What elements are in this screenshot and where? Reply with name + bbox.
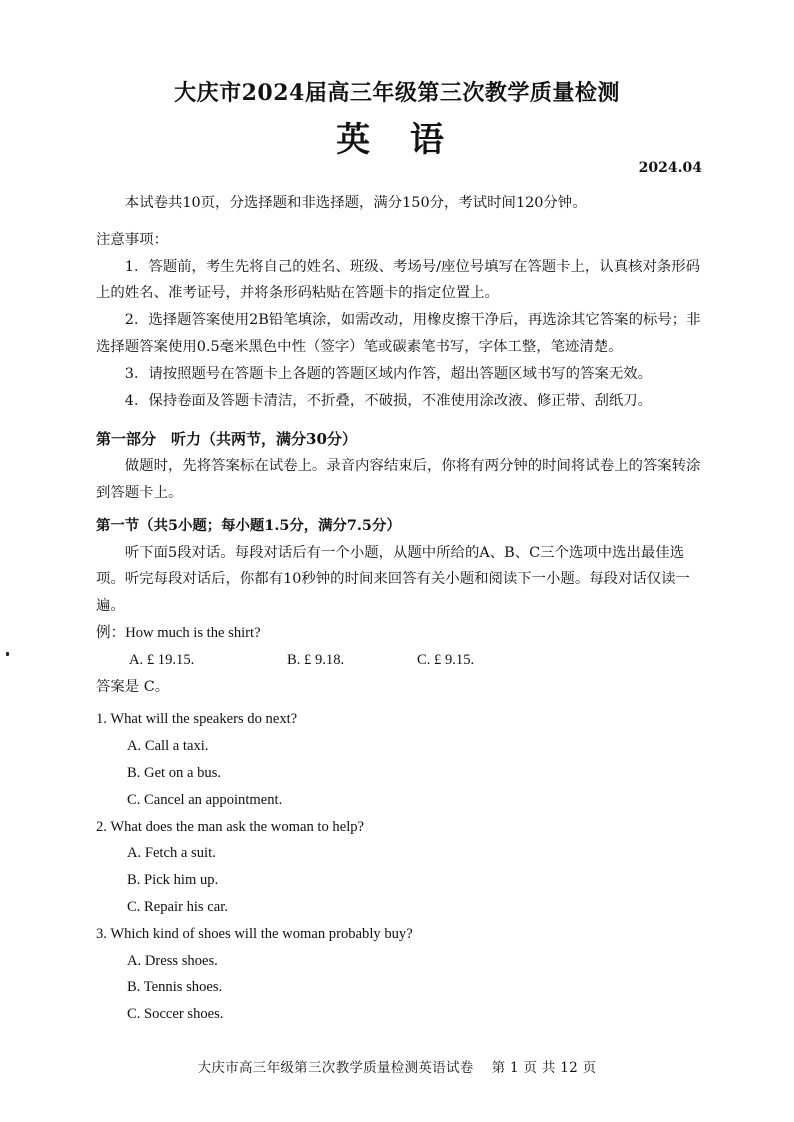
example-answer: 答案是 C。 — [96, 678, 170, 695]
question-option: B. Tennis shoes. — [127, 979, 223, 996]
question-option: A. Fetch a suit. — [127, 845, 216, 862]
exam-date: 2024.04 — [638, 160, 702, 176]
note-item: 1．答题前，考生先将自己的姓名、班级、考场号/座位号填写在答题卡上，认真核对条形码上的姓名、准考证号，并将条形码粘贴在答题卡的指定位置上。 — [96, 258, 701, 302]
question-stem: 2. What does the man ask the woman to help? — [96, 818, 365, 835]
question-option: B. Get on a bus. — [127, 764, 222, 781]
note-item: 2．选择题答案使用2B铅笔填涂，如需改动，用橡皮擦干净后，再选涂其它答案的标号；非选择题答案使用0.5毫米黑色中性（签字）笔或碳素笔书写，字体工整，笔迹清楚。 — [96, 312, 701, 355]
question-stem: 1. What will the speakers do next? — [96, 711, 298, 728]
subject-title: 英 语 — [336, 120, 458, 160]
example-option-c: C. £ 9.15. — [417, 651, 475, 668]
question-option: B. Pick him up. — [127, 872, 219, 889]
footer-title: 大庆市高三年级第三次教学质量检测英语试卷 — [197, 1060, 474, 1076]
example-option-b: B. £ 9.18. — [287, 651, 345, 668]
intro-text: 本试卷共10页，分选择题和非选择题，满分150分，考试时间120分钟。 — [124, 195, 587, 211]
page-body — [96, 190, 706, 1028]
question-option: C. Cancel an appointment. — [127, 791, 283, 808]
question-option: C. Repair his car. — [127, 898, 228, 915]
section1-heading: 第一节（共5小题；每小题1.5分，满分7.5分） — [96, 516, 401, 534]
question-stem: 3. Which kind of shoes will the woman probably buy? — [96, 925, 413, 942]
note-item: 3．请按照题号在答题卡上各题的答题区域内作答，超出答题区域书写的答案无效。 — [124, 365, 653, 382]
note-item: 4．保持卷面及答题卡清洁，不折叠，不破损，不准使用涂改液、修正带、刮纸刀。 — [124, 392, 653, 409]
page-footer — [0, 1056, 794, 1076]
scan-speck — [6, 652, 9, 656]
example-option-a: A. £ 19.15. — [129, 651, 195, 668]
part1-heading: 第一部分 听力（共两节，满分30分） — [96, 430, 357, 449]
example-question: 例：How much is the shirt? — [96, 624, 261, 641]
question-option: A. Call a taxi. — [127, 738, 209, 755]
question-option: C. Soccer shoes. — [127, 1006, 224, 1023]
part1-instruction: 做题时，先将答案标在试卷上。录音内容结束后，你将有两分钟的时间将试卷上的答案转涂到答题卡上。 — [96, 458, 701, 501]
question-option: A. Dress shoes. — [127, 952, 218, 969]
page-number: 第 1 页 共 12 页 — [491, 1060, 597, 1076]
page-title: 大庆市2024届高三年级第三次教学质量检测 — [174, 80, 620, 106]
example-options — [129, 647, 706, 674]
notes-heading: 注意事项： — [96, 231, 168, 248]
section1-instruction: 听下面5段对话。每段对话后有一个小题，从题中所给的A、B、C三个选项中选出最佳选项。听完每段对话后，你都有10秒钟的时间来回答有关小题和阅读下一小题。每段对话仅读一遍。 — [96, 544, 690, 615]
